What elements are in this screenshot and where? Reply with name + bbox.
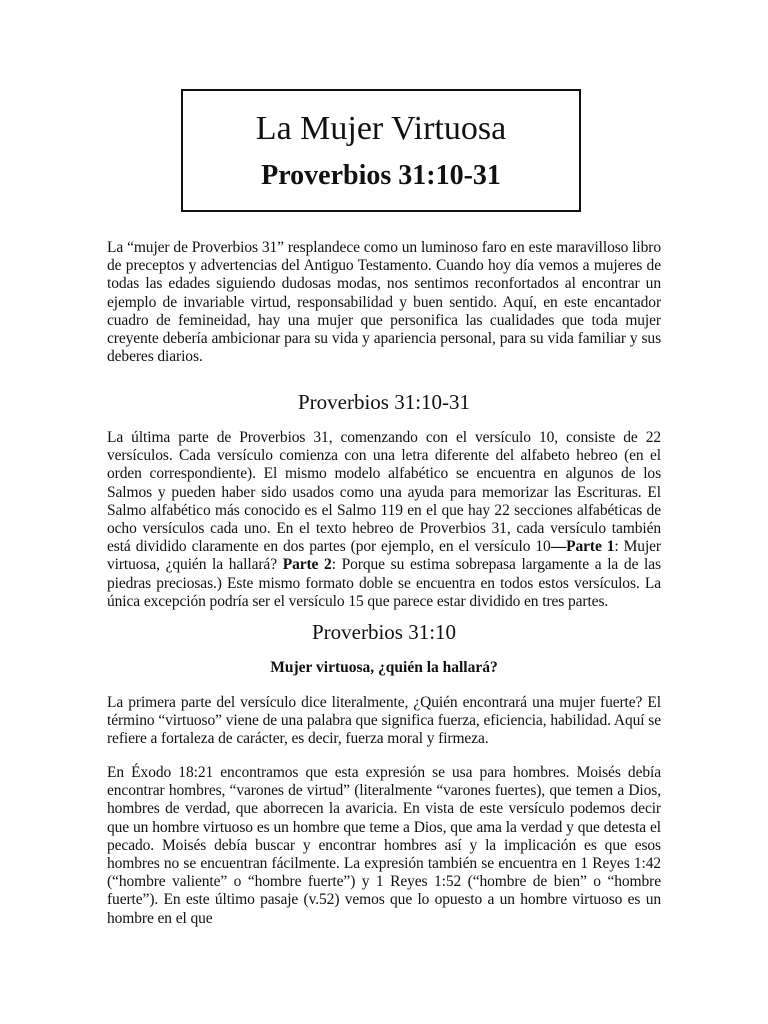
section1-paragraph	[107, 429, 661, 611]
intro-paragraph: La “mujer de Proverbios 31” resplandece como un luminoso faro en este maravilloso libro de preceptos y advertencias del Antiguo Testamento. Cuando hoy día vemos a mujeres de todas las edades siguiendo dudosas modas, nos sentimos reconfortados al encontrar un ejemplo de invariable virtud, responsabilidad y buen sentido. Aquí, en este encantador cuadro de femineidad, hay una mujer que personifica las cualidades que toda mujer creyente debería ambicionar para su vida y apariencia personal, para su vida familiar y sus deberes diarios.	[107, 239, 661, 366]
section1-bold-part2: Parte 2	[282, 556, 332, 574]
section-heading-2: Proverbios 31:10	[311, 620, 457, 644]
section1-bold-part1: —Parte 1	[550, 538, 615, 556]
title-box	[181, 89, 581, 212]
section-heading-1: Proverbios 31:10-31	[297, 390, 471, 414]
section2-paragraph-2: En Éxodo 18:21 encontramos que esta expresión se usa para hombres. Moisés debía encontrar hombres, “varones de virtud” (literalmente “varones fuertes), que temen a Dios, hombres de verdad, que aborrecen la avaricia. En vista de este versículo podemos decir que un hombre virtuoso es un hombre que teme a Dios, que ama la verdad y que detesta el pecado. Moisés debía buscar y encontrar hombres así y la implicación es que esos hombres no se encuentran fácilmente. La expresión también se encuentra en 1 Reyes 1:42 (“hombre valiente” o “hombre fuerte”) y 1 Reyes 1:52 (“hombre de bien” o “hombre fuerte”). En este último pasaje (v.52) vemos que lo opuesto a un hombre virtuoso es un hombre en el que	[107, 764, 661, 927]
document-title: La Mujer Virtuosa	[255, 110, 507, 147]
verse-subheading: Mujer virtuosa, ¿quién la hallará?	[270, 659, 498, 676]
section1-text-b: : Mujer virtuosa, ¿quién la hallará?	[107, 538, 661, 574]
section1-text-a: La última parte de Proverbios 31, comenzando con el versículo 10, consiste de 22 versículos. Cada versículo comienza con una letra diferente del alfabeto hebreo (en el orden correspondiente). El mismo modelo alfabético se encuentra en algunos de los Salmos y pueden haber sido usados como una ayuda para memorizar las Escrituras. El Salmo alfabético más conocido es el Salmo 119 en el que hay 22 secciones alfabéticas de ocho versículos cada uno. En el texto hebreo de Proverbios 31, cada versículo también está dividido claramente en dos partes (por ejemplo, en el versículo 10	[107, 429, 661, 556]
document-subtitle: Proverbios 31:10-31	[261, 160, 501, 191]
section1-text-c: : Porque su estima sobrepasa largamente a la de las piedras preciosas.) Este mismo formato doble se encuentra en todos estos versículos. La única excepción podría ser el versículo 15 que parece estar dividido en tres partes.	[107, 556, 661, 610]
section2-paragraph-1: La primera parte del versículo dice literalmente, ¿Quién encontrará una mujer fuerte? El término “virtuoso” viene de una palabra que significa fuerza, eficiencia, habilidad. Aquí se refiere a fortaleza de carácter, es decir, fuerza moral y firmeza.	[107, 694, 661, 748]
